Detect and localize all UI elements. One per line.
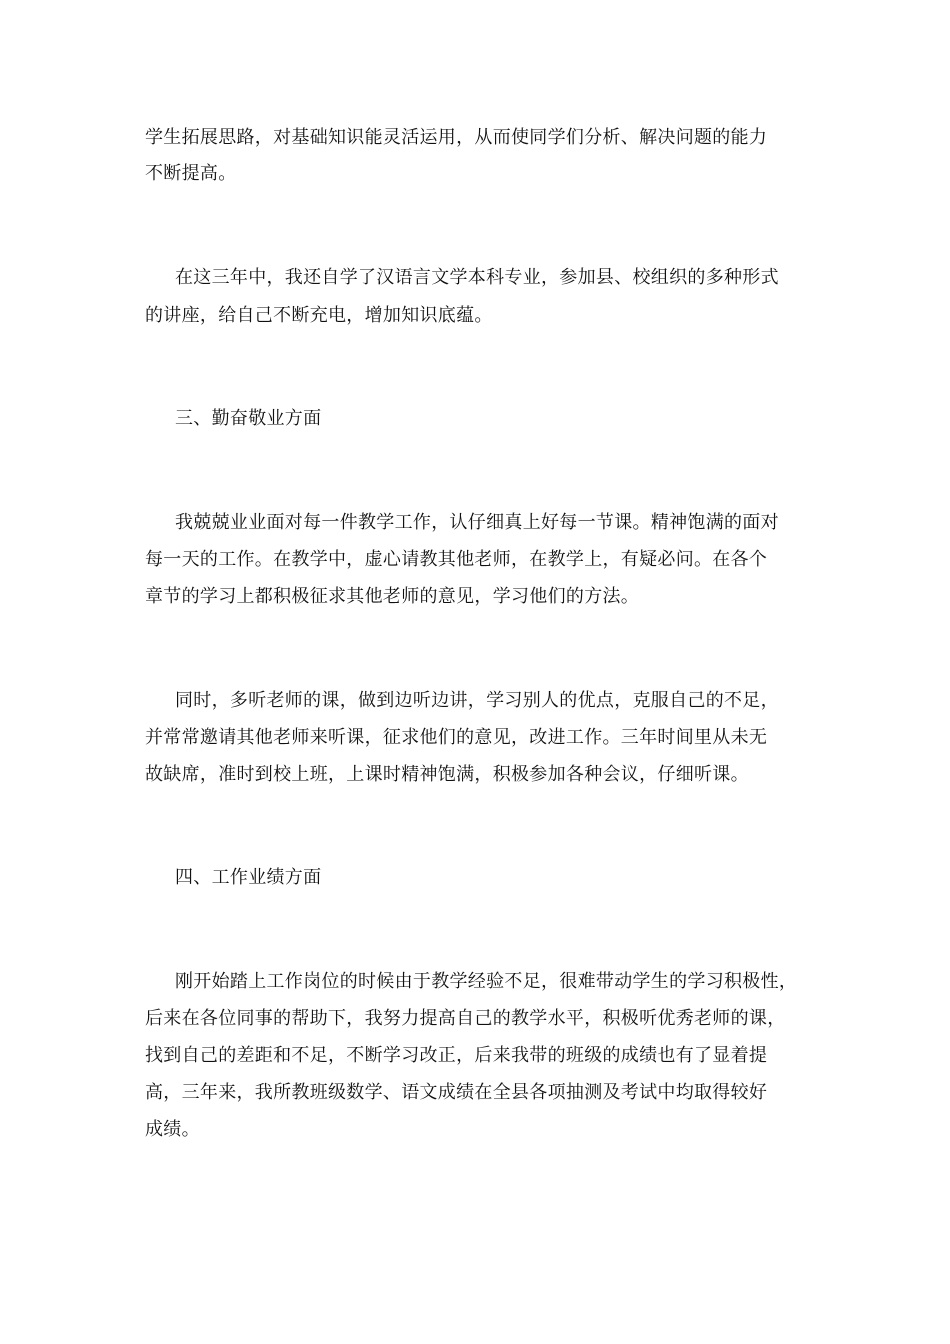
paragraph-line: 章节的学习上都积极征求其他老师的意见，学习他们的方法。	[145, 586, 640, 607]
paragraph-line: 刚开始踏上工作岗位的时候由于教学经验不足，很难带动学生的学习积极性，	[175, 971, 798, 992]
paragraph-line: 学生拓展思路，对基础知识能灵活运用，从而使同学们分析、解决问题的能力	[145, 127, 768, 148]
paragraph-line: 不断提高。	[145, 163, 237, 184]
section-heading: 四、工作业绩方面	[175, 867, 322, 888]
paragraph-line: 每一天的工作。在教学中，虚心请教其他老师，在教学上，有疑必问。在各个	[145, 549, 768, 570]
section-heading: 三、勤奋敬业方面	[175, 408, 322, 429]
paragraph-line: 故缺席，准时到校上班，上课时精神饱满，积极参加各种会议，仔细听课。	[145, 764, 749, 785]
paragraph-line: 成绩。	[145, 1119, 200, 1140]
paragraph-line: 高，三年来，我所教班级数学、语文成绩在全县各项抽测及考试中均取得较好	[145, 1082, 768, 1103]
paragraph-line: 并常常邀请其他老师来听课，征求他们的意见，改进工作。三年时间里从未无	[145, 727, 768, 748]
paragraph-line: 找到自己的差距和不足，不断学习改正，后来我带的班级的成绩也有了显着提	[145, 1045, 768, 1066]
paragraph-line: 的讲座，给自己不断充电，增加知识底蕴。	[145, 305, 493, 326]
paragraph-line: 我兢兢业业面对每一件教学工作，认仔细真上好每一节课。精神饱满的面对	[175, 512, 779, 533]
paragraph-line: 后来在各位同事的帮助下，我努力提高自己的教学水平，积极听优秀老师的课，	[145, 1008, 786, 1029]
paragraph-line: 同时，多听老师的课，做到边听边讲，学习别人的优点，克服自己的不足，	[175, 690, 779, 711]
paragraph-line: 在这三年中，我还自学了汉语言文学本科专业，参加县、校组织的多种形式	[175, 267, 779, 288]
